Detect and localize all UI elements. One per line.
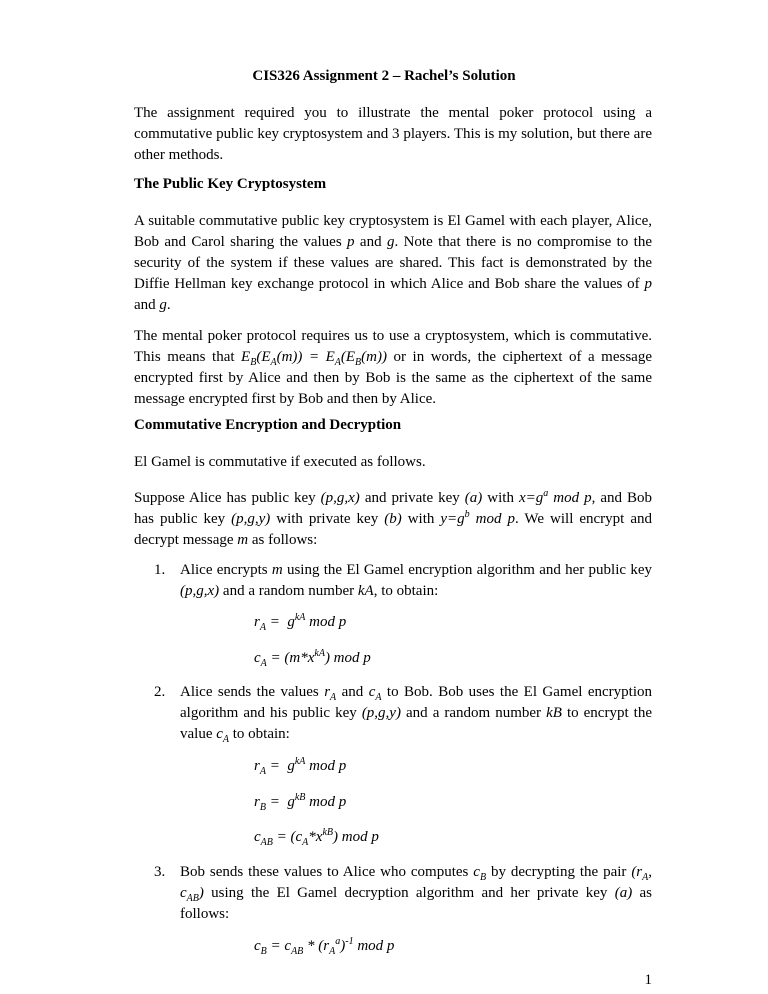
section-heading-public-key: The Public Key Cryptosystem — [134, 176, 327, 192]
list-item-step-1: 1. Alice encrypts m using the El Gamel encryption algorithm and her public key (p,g,x) and a random number kA, to obtain: — [154, 562, 652, 599]
commutative-intro: El Gamel is commutative if executed as follows. — [134, 454, 426, 470]
commutative-formula: $E_B(E_A(m)) = E_A(E_B(m))$ — [241, 349, 387, 368]
commutative-paragraph: The mental poker protocol requires us to use a cryptosystem, which is commutative. This means that $E_B(E_A(m)) = E_A(E_B(m))$ or in words, the ciphertext of a message encrypted first by Alice and then by Bob is the same as the ciphertext of the same message encrypted first by Bob and then by Alice. — [134, 328, 652, 407]
page-title: CIS326 Assignment 2 – Rachel’s Solution — [252, 68, 516, 84]
list-item-step-3: 3. Bob sends these values to Alice who computes $c_B$ by decrypting the pair ($r_A$, $c_{AB}$) using the El Gamel decryption algorithm and her private key (a) as follows: — [154, 864, 653, 922]
list-item-step-2: 2. Alice sends the values $r_A$ and $c_A$ to Bob. Bob uses the El Gamel encryption algorithm and his public key (p,g,y) and a random number kB to encrypt the value $c_A$ to obtain: — [154, 684, 652, 745]
intro-paragraph: The assignment required you to illustrate the mental poker protocol using a commutative public key cryptosystem and 3 players. This is my solution, but there are other methods. — [134, 105, 652, 163]
section-heading-commutative: Commutative Encryption and Decryption — [134, 417, 402, 433]
keys-paragraph: Suppose Alice has public key (p,g,x) and private key (a) with $x=g^a$ mod p, and Bob has public key (p,g,y) with private key (b) with $y=g^b$ mod p. We will encrypt and decrypt message m as follows: — [134, 488, 652, 548]
equation-ra-2: $r_A = g^{kA}$ mod p — [254, 756, 347, 777]
equation-ca: $c_A = (m*x^{kA})$ mod p — [254, 648, 371, 669]
equation-ra-1: $r_A = g^{kA}$ mod p — [254, 612, 347, 633]
equation-rb: $r_B = g^{kB}$ mod p — [254, 792, 347, 813]
public-key-paragraph: A suitable commutative public key cryptosystem is El Gamel with each player, Alice, Bob and Carol sharing the values p and g. Note that there is no compromise to the security of the system if these values are shared. This fact is demonstrated by the Diffie Hellman key exchange protocol in which Alice and Bob share the values of p and g. — [134, 213, 652, 313]
equation-cb: $c_B = c_{AB} * (r_A^a)^{-1}$ mod p — [254, 936, 395, 957]
page-number: 1 — [644, 972, 652, 988]
equation-cab: $c_{AB} = (c_A*x^{kB})$ mod p — [254, 827, 379, 848]
